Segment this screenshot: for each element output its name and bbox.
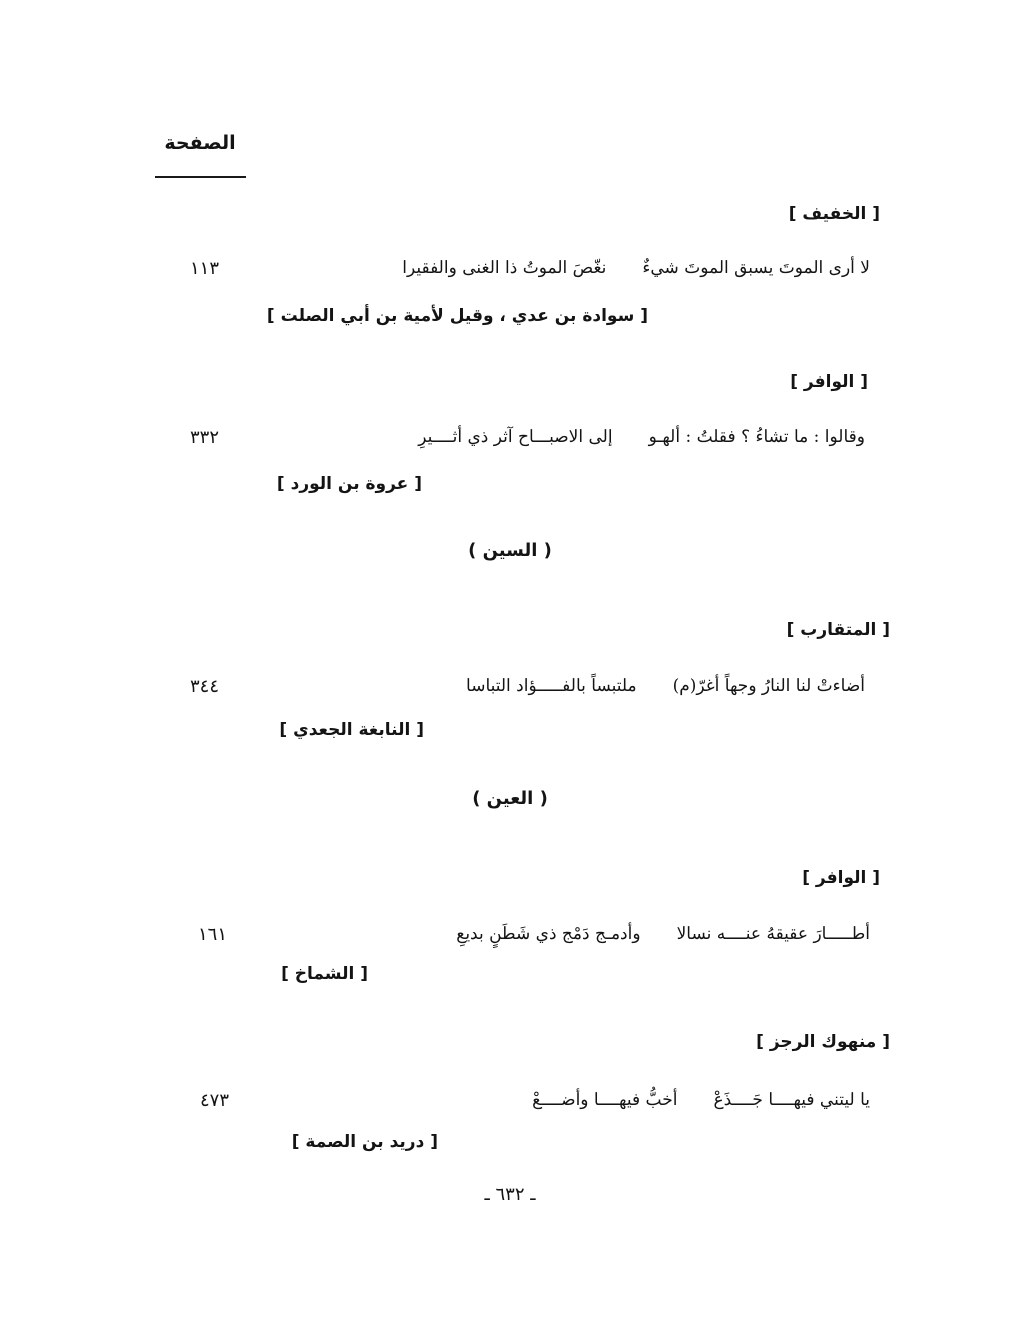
poet-attribution: [ الشماخ ]: [281, 964, 368, 984]
section-letter-heading: ( العين ): [472, 788, 548, 809]
page-reference: ٣٤٤: [190, 676, 220, 697]
verse-line: [418, 427, 865, 447]
page-reference: ١١٣: [190, 258, 220, 279]
verse-hemistich-first: وقالوا : ما تشاءُ ؟ فقلتُ : ألهـو: [648, 427, 865, 447]
verse-line: [466, 676, 865, 696]
verse-hemistich-first: أطـــــارَ عقيقهُ عنــــه نسالا: [676, 924, 870, 944]
page-reference: ٤٧٣: [200, 1090, 230, 1111]
page-reference: ١٦١: [198, 924, 228, 945]
page-reference: ٣٣٢: [190, 427, 220, 448]
verse-hemistich-second: وأدمـج دَمْج ذي شَطَنٍ بديعِ: [456, 924, 641, 944]
header-underline: [155, 176, 246, 178]
verse-hemistich-second: إلى الاصبـــاح آثر ذي أثــــيرِ: [418, 427, 613, 447]
footer-page-number: ـ ٦٣٢ ـ: [484, 1184, 536, 1205]
poet-attribution: [ النابغة الجعدي ]: [279, 720, 424, 740]
verse-hemistich-second: أخبُّ فيهــــا وأضــــعْ: [532, 1090, 678, 1110]
verse-hemistich-first: أضاءتْ لنا النارُ وجهاً أغرّ(م): [672, 676, 865, 696]
verse-hemistich-second: نغّصَ الموتُ ذا الغنى والفقيرا: [402, 258, 607, 278]
meter-label: [ المتقارب ]: [786, 620, 890, 640]
poet-attribution: [ عروة بن الورد ]: [276, 474, 422, 494]
verse-line: [402, 258, 870, 278]
page-column-header: الصفحة: [164, 132, 236, 154]
meter-label: [ الوافر ]: [790, 372, 868, 392]
verse-hemistich-second: ملتبساً بالفـــــؤاد التباسا: [466, 676, 637, 696]
poet-attribution: [ دريد بن الصمة ]: [291, 1132, 438, 1152]
meter-label: [ الوافر ]: [802, 868, 880, 888]
verse-hemistich-first: لا أرى الموتَ يسبق الموتَ شيءٌ: [642, 258, 870, 278]
verse-line: [532, 1090, 870, 1110]
meter-label: [ منهوك الرجز ]: [756, 1032, 890, 1052]
verse-line: [456, 924, 870, 944]
poet-attribution: [ سوادة بن عدي ، وقيل لأمية بن أبي الصلت ]: [266, 306, 648, 326]
verse-hemistich-first: يا ليتني فيهــــا جَــــذَعْ: [713, 1090, 870, 1110]
meter-label: [ الخفيف ]: [788, 204, 880, 224]
section-letter-heading: ( السين ): [468, 540, 552, 561]
